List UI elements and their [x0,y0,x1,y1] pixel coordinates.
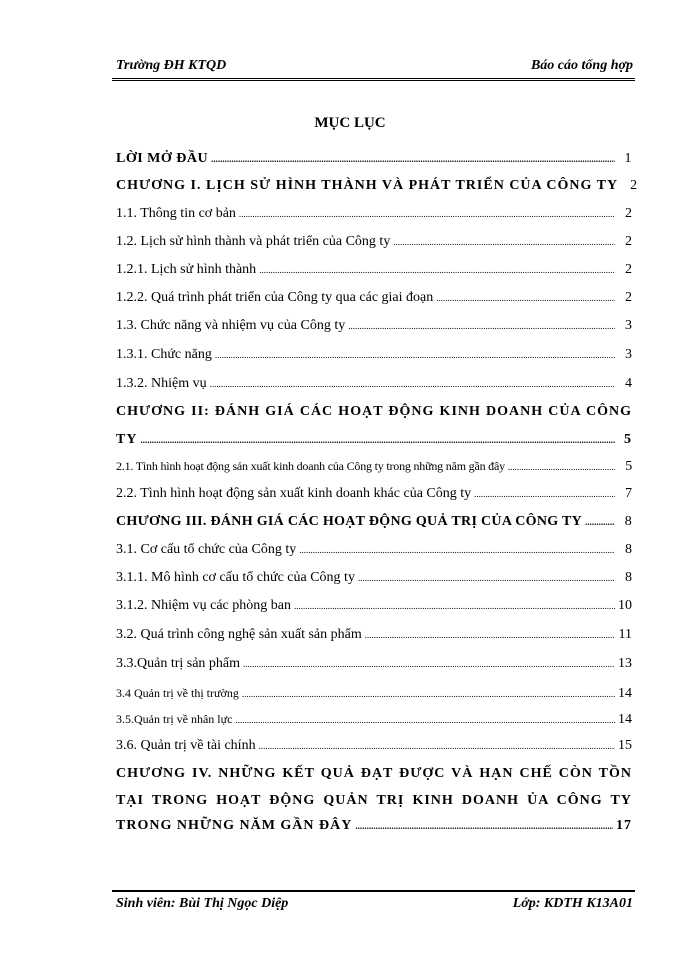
leader-dots [585,513,615,531]
toc-entry-chapter-4[interactable]: TRONG NHỮNG NĂM GẦN ĐÂY ..... 17 [116,817,632,835]
toc-entry-1-3[interactable]: 1.3. Chức năng và nhiệm vụ của Công ty ..... 3 [116,317,632,335]
leader-dots [210,375,615,393]
footer-class: Lớp: KDTH K13A01 [512,896,633,911]
toc-entry-2-2[interactable]: 2.2. Tình hình hoạt động sản xuất kinh doanh khác của Công ty ..... 7 [116,485,632,503]
leader-dots [299,541,615,559]
leader-dots [211,150,615,168]
leader-dots [474,485,615,503]
toc-entry-chapter-2-line1[interactable]: CHƯƠNG II: ĐÁNH GIÁ CÁC HOẠT ĐỘNG KINH DOANH CỦA CÔNG [116,404,632,419]
toc-entry-3-6[interactable]: 3.6. Quản trị về tài chính ..... 15 [116,737,632,755]
leader-dots [259,737,615,755]
toc-entry-3-3[interactable]: 3.3.Quản trị sản phẩm ..... 13 [116,655,632,673]
toc-entry-chapter-2[interactable]: TY ..... 5 [116,431,632,449]
leader-dots [140,431,615,449]
toc-entry-1-2-1[interactable]: 1.2.1. Lịch sử hình thành ..... 2 [116,261,632,279]
toc-entry-3-1-2[interactable]: 3.1.2. Nhiệm vụ các phòng ban ..... 10 [116,597,632,615]
leader-dots [239,205,615,223]
leader-dots [215,346,615,364]
toc-entry-3-1[interactable]: 3.1. Cơ cấu tổ chức của Công ty ..... 8 [116,541,632,559]
leader-dots [393,233,615,251]
leader-dots [355,817,613,835]
leader-dots [358,569,615,587]
toc-entry-3-5[interactable]: 3.5.Quản trị về nhân lực ..... 14 [116,710,632,729]
toc-entry-chapter-4-line2[interactable]: TẠI TRONG HOẠT ĐỘNG QUẢN TRỊ KINH DOANH ỦA CÔNG TY [116,793,632,808]
toc-entry-3-2[interactable]: 3.2. Quá trình công nghệ sản xuất sản phẩm ..... 11 [116,626,632,644]
leader-dots [365,626,615,644]
toc-entry-chapter-1[interactable]: CHƯƠNG I. LỊCH SỬ HÌNH THÀNH VÀ PHÁT TRIỂN CỦA CÔNG TY 2 [116,178,639,193]
header-report-type: Báo cáo tổng hợp [530,58,633,73]
toc-entry-3-1-1[interactable]: 3.1.1. Mô hình cơ cấu tổ chức của Công ty ..... 8 [116,569,632,587]
leader-dots [294,597,615,615]
leader-dots [348,317,615,335]
toc-entry-1-3-2[interactable]: 1.3.2. Nhiệm vụ ..... 4 [116,375,632,393]
toc-entry-1-3-1[interactable]: 1.3.1. Chức năng ..... 3 [116,346,632,364]
toc-entry-2-1[interactable]: 2.1. Tình hình hoạt động sản xuất kinh doanh của Công ty trong những năm gần đây ..... 5 [116,457,632,476]
toc-entry-chapter-3[interactable]: CHƯƠNG III. ĐÁNH GIÁ CÁC HOẠT ĐỘNG QUẢ TRỊ CỦA CÔNG TY ..... 8 [116,513,632,531]
toc-entry-3-4[interactable]: 3.4 Quản trị về thị trường ..... 14 [116,684,632,703]
leader-dots [243,655,615,673]
toc-title: MỤC LỤC [314,115,386,131]
toc-entry-intro[interactable]: LỜI MỞ ĐẦU ..... 1 [116,150,632,168]
leader-dots [259,261,615,279]
leader-dots [436,289,615,307]
leader-dots [508,457,615,476]
leader-dots [235,710,615,729]
toc-entry-1-2-2[interactable]: 1.2.2. Quá trình phát triển của Công ty qua các giai đoạn ..... 2 [116,289,632,307]
header-school: Trường ĐH KTQD [116,58,227,73]
page-footer [112,890,635,920]
toc-entry-1-2[interactable]: 1.2. Lịch sử hình thành và phát triển của Công ty ..... 2 [116,233,632,251]
page-header [112,52,635,81]
toc-entry-1-1[interactable]: 1.1. Thông tin cơ bản ..... 2 [116,205,632,223]
toc-entry-chapter-4-line1[interactable]: CHƯƠNG IV. NHỮNG KẾT QUẢ ĐẠT ĐƯỢC VÀ HẠN CHẾ CÒN TỒN [116,766,632,781]
footer-student: Sinh viên: Bùi Thị Ngọc Diệp [116,896,289,911]
leader-dots [242,684,615,703]
